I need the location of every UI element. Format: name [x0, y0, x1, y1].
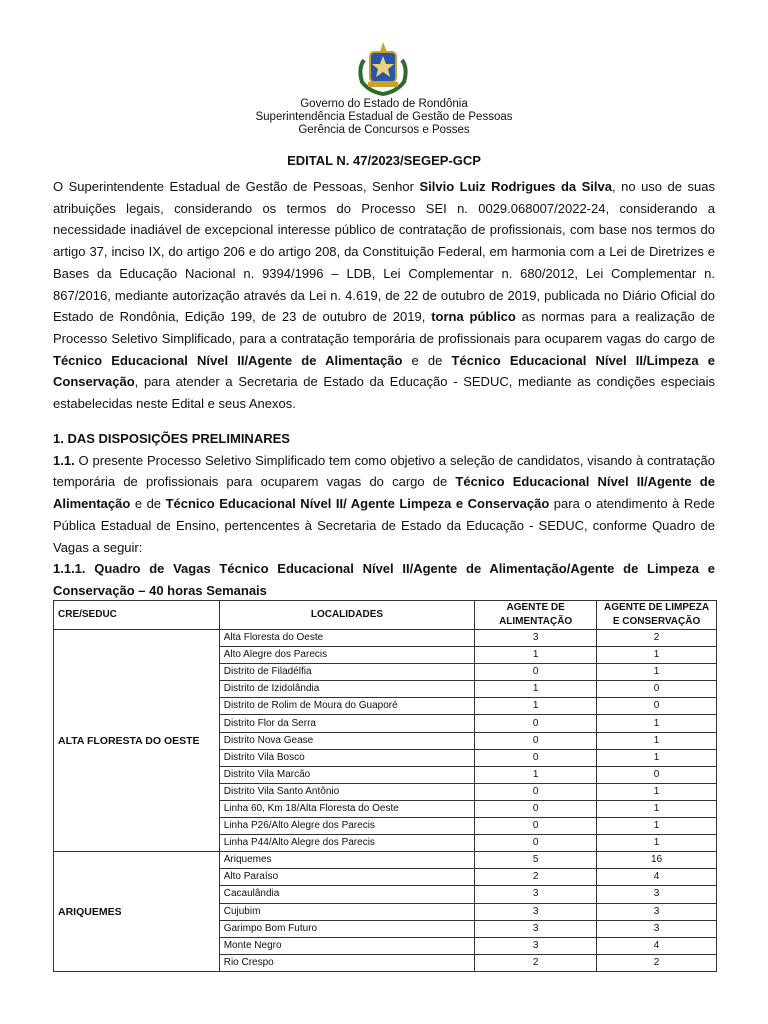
section-1 — [53, 428, 715, 602]
alimentacao-cell: 0 — [475, 715, 597, 732]
position-name: Técnico Educacional Nível II/ Agente Limpeza e Conservação — [165, 496, 550, 512]
table-header-row — [54, 601, 717, 630]
alimentacao-cell: 3 — [475, 920, 597, 937]
clause-number: 1.1. — [53, 452, 75, 468]
locality-cell: Distrito Vila Marcão — [219, 766, 474, 783]
col-localidades: LOCALIDADES — [219, 601, 474, 630]
alimentacao-cell: 0 — [475, 664, 597, 681]
text: para o atendimento à Rede Pública Estadual de Ensino, pertencentes à Secretaria de Estado da Educação - SEDUC, conforme Quadro de Vagas a seguir: — [53, 496, 715, 555]
alimentacao-cell: 1 — [475, 681, 597, 698]
col-cre: CRE/SEDUC — [54, 601, 220, 630]
locality-cell: Cujubim — [219, 903, 474, 920]
table-row — [54, 630, 717, 647]
limpeza-cell: 1 — [597, 715, 717, 732]
alimentacao-cell: 3 — [475, 937, 597, 954]
locality-cell: Distrito Flor da Serra — [219, 715, 474, 732]
text: O presente Processo Seletivo Simplificado tem como objetivo a seleção de candidatos, visando à contratação temporária de profissionais para ocuparem vagas do cargo de — [53, 452, 715, 490]
locality-cell: Distrito de Izidolândia — [219, 681, 474, 698]
locality-cell: Linha P26/Alto Alegre dos Parecis — [219, 818, 474, 835]
limpeza-cell: 16 — [597, 852, 717, 869]
locality-cell: Ariquemes — [219, 852, 474, 869]
limpeza-cell: 1 — [597, 818, 717, 835]
limpeza-cell: 1 — [597, 664, 717, 681]
alimentacao-cell: 2 — [475, 869, 597, 886]
limpeza-cell: 2 — [597, 630, 717, 647]
locality-cell: Alto Alegre dos Parecis — [219, 647, 474, 664]
limpeza-cell: 1 — [597, 647, 717, 664]
limpeza-cell: 2 — [597, 954, 717, 971]
alimentacao-cell: 1 — [475, 698, 597, 715]
cre-cell: ALTA FLORESTA DO OESTE — [54, 630, 220, 852]
col-agente-limpeza: AGENTE DE LIMPEZA E CONSERVAÇÃO — [597, 601, 717, 630]
header-management: Gerência de Concursos e Posses — [298, 124, 470, 136]
text: e de — [402, 352, 452, 368]
limpeza-cell: 3 — [597, 920, 717, 937]
position-name: Técnico Educacional Nível II/Agente de Alimentação — [53, 474, 715, 512]
text: O Superintendente Estadual de Gestão de Pessoas, Senhor — [53, 179, 420, 194]
locality-cell: Cacaulândia — [219, 886, 474, 903]
locality-cell: Monte Negro — [219, 937, 474, 954]
alimentacao-cell: 1 — [475, 766, 597, 783]
locality-cell: Rio Crespo — [219, 954, 474, 971]
text: as normas para a realização de Processo Seletivo Simplificado, para a contratação temporária de profissionais para ocuparem vagas do cargo de — [53, 309, 715, 346]
alimentacao-cell: 3 — [475, 903, 597, 920]
locality-cell: Distrito Nova Gease — [219, 732, 474, 749]
limpeza-cell: 1 — [597, 783, 717, 800]
alimentacao-cell: 3 — [475, 886, 597, 903]
alimentacao-cell: 2 — [475, 954, 597, 971]
limpeza-cell: 4 — [597, 869, 717, 886]
position-name: Técnico Educacional Nível II/Agente de Alimentação — [53, 352, 403, 368]
limpeza-cell: 4 — [597, 937, 717, 954]
limpeza-cell: 0 — [597, 766, 717, 783]
alimentacao-cell: 0 — [475, 783, 597, 800]
alimentacao-cell: 0 — [475, 732, 597, 749]
header-superintendence: Superintendência Estadual de Gestão de Pessoas — [255, 111, 513, 123]
alimentacao-cell: 0 — [475, 749, 597, 766]
alimentacao-cell: 5 — [475, 852, 597, 869]
section-heading: 1. DAS DISPOSIÇÕES PRELIMINARES — [53, 431, 290, 446]
alimentacao-cell: 1 — [475, 647, 597, 664]
limpeza-cell: 1 — [597, 800, 717, 817]
text: , para atender a Secretaria de Estado da Educação - SEDUC, mediante as condições especiais estabelecidas neste Edital e seus Anexos. — [53, 374, 715, 412]
locality-cell: Distrito Vila Bosco — [219, 749, 474, 766]
locality-cell: Linha 60, Km 18/Alta Floresta do Oeste — [219, 800, 474, 817]
locality-cell: Distrito Vila Santo Antônio — [219, 783, 474, 800]
header-government: Governo do Estado de Rondônia — [300, 98, 468, 110]
superintendent-name: Silvio Luiz Rodrigues da Silva — [419, 179, 612, 194]
edital-title: EDITAL N. 47/2023/SEGEP-GCP — [287, 153, 481, 168]
cre-cell: ARIQUEMES — [54, 852, 220, 972]
state-coat-of-arms-logo — [356, 38, 410, 96]
limpeza-cell: 1 — [597, 835, 717, 852]
clause-1-1 — [53, 450, 715, 559]
limpeza-cell: 3 — [597, 886, 717, 903]
limpeza-cell: 1 — [597, 749, 717, 766]
alimentacao-cell: 0 — [475, 835, 597, 852]
limpeza-cell: 1 — [597, 732, 717, 749]
alimentacao-cell: 0 — [475, 818, 597, 835]
locality-cell: Distrito de Filadélfia — [219, 664, 474, 681]
locality-cell: Distrito de Rolim de Moura do Guaporé — [219, 698, 474, 715]
locality-cell: Alto Paraíso — [219, 869, 474, 886]
text: , no uso de suas atribuições legais, considerando os termos do Processo SEI n. 0029.068007/2022-24, considerando a necessidade inadiável de excepcional interesse público de contratação de profissionais, com base nos termos do artigo 37, inciso IX, do artigo 206 e do artigo 208, da Constituição Federal, em harmonia com a Lei de Diretrizes e Bases da Educação Nacional n. 9394/1996 – LDB, Lei Complementar n. 680/2012, Lei Complementar n. 867/2016, mediante autorização através da Lei n. 4.619, de 22 de outubro de 2019, publicada no Diário Oficial do Estado de Rondônia, Edição 199, de 23 de outubro de 2019, — [53, 179, 715, 325]
position-name: Técnico Educacional Nível II/Limpeza e Conservação — [53, 352, 715, 390]
alimentacao-cell: 0 — [475, 800, 597, 817]
alimentacao-cell: 3 — [475, 630, 597, 647]
emphasis: torna público — [431, 309, 516, 325]
limpeza-cell: 0 — [597, 698, 717, 715]
text: e de — [130, 496, 166, 512]
table-row — [54, 852, 717, 869]
locality-cell: Alta Floresta do Oeste — [219, 630, 474, 647]
col-agente-alimentacao: AGENTE DE ALIMENTAÇÃO — [475, 601, 597, 630]
clause-1-1-1: 1.1.1. Quadro de Vagas Técnico Educacional Nível II/Agente de Alimentação/Agente de Limpeza e Conservação – 40 horas Semanais — [53, 561, 715, 598]
limpeza-cell: 3 — [597, 903, 717, 920]
locality-cell: Garimpo Bom Futuro — [219, 920, 474, 937]
vacancies-table — [53, 600, 717, 972]
locality-cell: Linha P44/Alto Alegre dos Parecis — [219, 835, 474, 852]
limpeza-cell: 0 — [597, 681, 717, 698]
intro-paragraph — [53, 176, 715, 415]
document-header — [0, 98, 768, 137]
